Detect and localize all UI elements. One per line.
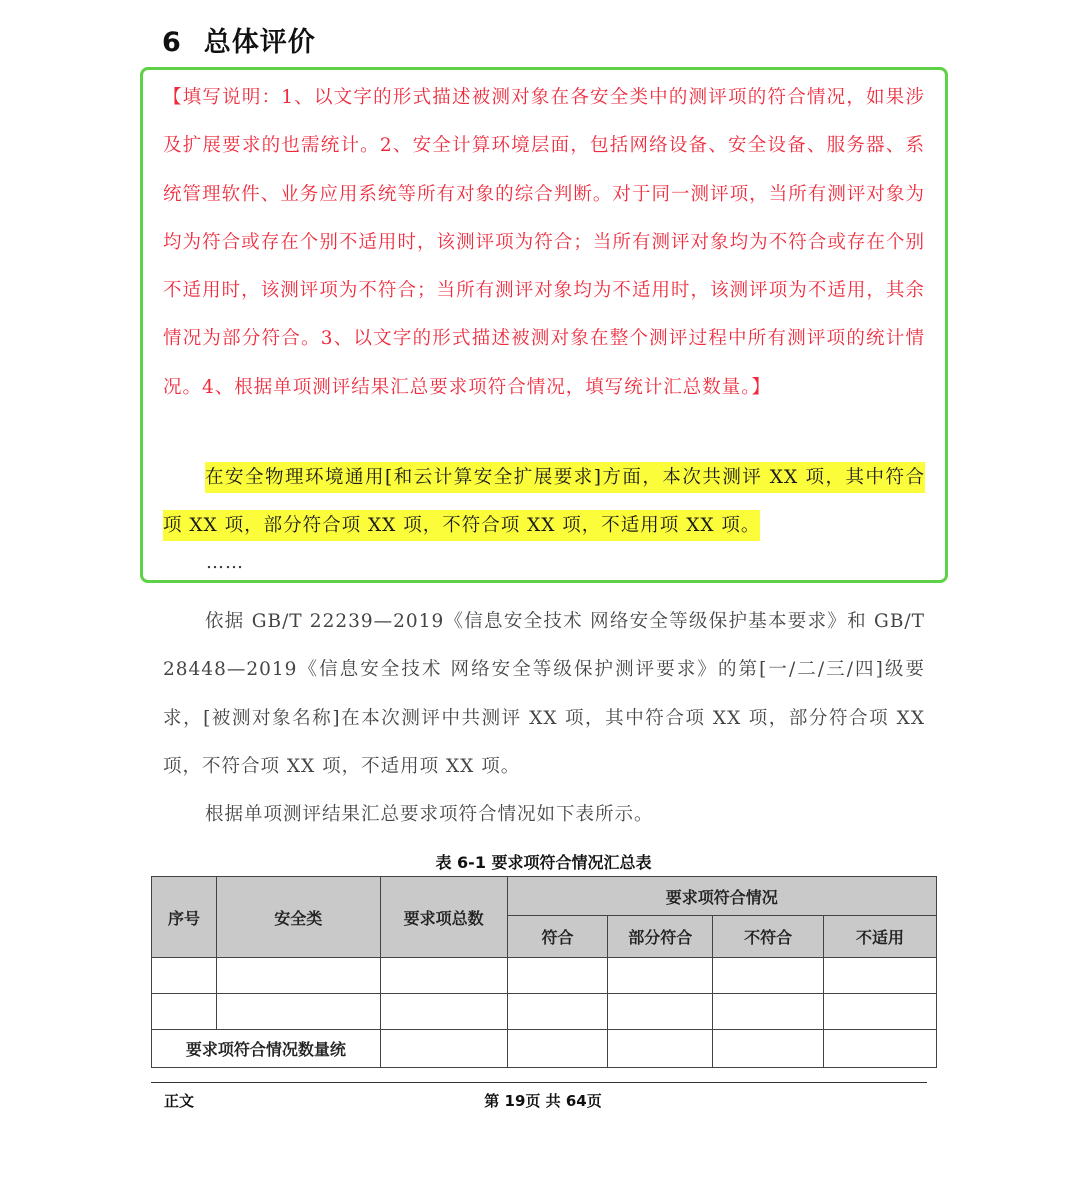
header-seq: 序号 [152, 877, 217, 958]
header-compliance-group: 要求项符合情况 [507, 877, 936, 916]
table-cell[interactable] [380, 958, 507, 994]
table-cell[interactable] [713, 1030, 824, 1068]
section-title: 总体评价 [203, 27, 316, 58]
header-na: 不适用 [824, 916, 937, 958]
table-cell[interactable] [152, 958, 217, 994]
table-cell[interactable] [380, 994, 507, 1030]
total-row-label: 要求项符合情况数量统 [152, 1030, 381, 1068]
section-heading [162, 20, 316, 59]
page-number: 第 19页 共 64页 [484, 1092, 602, 1110]
table-header-row [152, 877, 937, 916]
table-cell[interactable] [824, 958, 937, 994]
ellipsis: …… [206, 552, 244, 573]
header-noncomply: 不符合 [713, 916, 824, 958]
table-row [152, 994, 937, 1030]
table-cell[interactable] [507, 958, 608, 994]
compliance-summary-table [151, 876, 937, 1068]
physical-environment-summary [163, 454, 925, 550]
table-row [152, 958, 937, 994]
section-number: 6 [162, 27, 182, 58]
table-cell[interactable] [216, 958, 380, 994]
footer-divider [151, 1082, 927, 1083]
table-cell[interactable] [216, 994, 380, 1030]
table-cell[interactable] [824, 1030, 937, 1068]
table-cell[interactable] [507, 994, 608, 1030]
table-cell[interactable] [380, 1030, 507, 1068]
table-cell[interactable] [713, 958, 824, 994]
table-cell[interactable] [824, 994, 937, 1030]
table-total-row [152, 1030, 937, 1068]
header-partial: 部分符合 [608, 916, 713, 958]
table-cell[interactable] [608, 958, 713, 994]
highlighted-text: 在安全物理环境通用[和云计算安全扩展要求]方面，本次共测评 XX 项，其中符合项 XX 项，部分符合项 XX 项，不符合项 XX 项，不适用项 XX 项。 [163, 462, 925, 541]
evaluation-basis-paragraph: 依据 GB/T 22239—2019《信息安全技术 网络安全等级保护基本要求》和 GB/T 28448—2019《信息安全技术 网络安全等级保护测评要求》的第[一/二/三/四]级要求，[被测对象名称]在本次测评中共测评 XX 项，其中符合项 XX 项，部分符合项 XX 项，不符合项 XX 项，不适用项 XX 项。 [163, 611, 925, 777]
header-total: 要求项总数 [380, 877, 507, 958]
table-cell[interactable] [507, 1030, 608, 1068]
table-caption: 表 6-1 要求项符合情况汇总表 [435, 853, 652, 872]
table-cell[interactable] [608, 994, 713, 1030]
table-intro-paragraph: 根据单项测评结果汇总要求项符合情况如下表所示。 [205, 804, 654, 825]
table-cell[interactable] [608, 1030, 713, 1068]
header-comply: 符合 [507, 916, 608, 958]
footer-section-label: 正文 [164, 1092, 195, 1110]
table-cell[interactable] [713, 994, 824, 1030]
fill-instructions: 【填写说明：1、以文字的形式描述被测对象在各安全类中的测评项的符合情况，如果涉及扩展要求的也需统计。2、安全计算环境层面，包括网络设备、安全设备、服务器、系统管理软件、业务应用系统等所有对象的综合判断。对于同一测评项，当所有测评对象为均为符合或存在个别不适用时，该测评项为符合；当所有测评对象均为不符合或存在个别不适用时，该测评项为不符合；当所有测评对象均为不适用时，该测评项为不适用，其余情况为部分符合。3、以文字的形式描述被测对象在整个测评过程中所有测评项的统计情况。4、根据单项测评结果汇总要求项符合情况，填写统计汇总数量。】 [163, 87, 925, 398]
table-cell[interactable] [152, 994, 217, 1030]
header-category: 安全类 [216, 877, 380, 958]
